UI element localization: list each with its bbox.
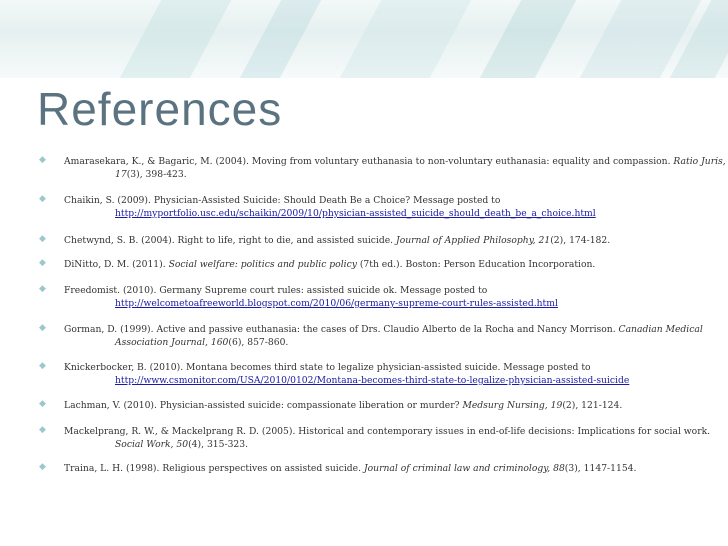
header-stripe [217, 0, 342, 78]
reference-source: Association Journal, 160 [115, 337, 229, 348]
header-stripe [97, 0, 252, 78]
bullet-icon: ◆ [39, 361, 46, 371]
header-stripe [457, 0, 597, 78]
reference-continuation [64, 297, 728, 310]
header-stripe [317, 0, 492, 78]
reference-item [37, 194, 728, 220]
reference-source: Journal of criminal law and criminology, 88 [363, 463, 565, 474]
bullet-icon: ◆ [39, 399, 46, 409]
reference-source: Ratio Juris, [673, 156, 726, 167]
bullet-icon: ◆ [39, 155, 46, 165]
reference-text: Chetwynd, S. B. (2004). Right to life, right to die, and assisted suicide. [64, 235, 397, 246]
reference-details: (6), 857-860. [228, 337, 289, 348]
reference-item [37, 258, 728, 271]
reference-continuation [64, 207, 728, 220]
reference-item [37, 361, 728, 387]
reference-text: Mackelprang, R. W., & Mackelprang R. D. (2005). Historical and contemporary issues in end-of-life decisions: Implications for social work. [64, 426, 711, 437]
bullet-icon: ◆ [39, 425, 46, 435]
reference-text: Knickerbocker, B. (2010). Montana becomes third state to legalize physician-assisted suicide. Message posted to [64, 362, 591, 373]
reference-details: (2), 174-182. [550, 235, 611, 246]
reference-details: (3), 1147-1154. [564, 463, 637, 474]
reference-source: Social welfare: politics and public policy [168, 259, 357, 270]
reference-details: (3), 398-423. [126, 169, 187, 180]
reference-text: Amarasekara, K., & Bagaric, M. (2004). Moving from voluntary euthanasia to non-voluntary euthanasia: equality and compassion. [64, 156, 674, 167]
bullet-icon: ◆ [39, 194, 46, 204]
slide-title: References [37, 83, 283, 135]
reference-source: 17 [115, 169, 127, 180]
bullet-icon: ◆ [39, 323, 46, 333]
reference-source: Journal of Applied Philosophy, 21 [396, 235, 551, 246]
bullet-icon: ◆ [39, 234, 46, 244]
reference-item [37, 399, 728, 412]
reference-details: (2), 121-124. [562, 400, 623, 411]
reference-item [37, 284, 728, 310]
reference-details: (4), 315-323. [188, 439, 249, 450]
reference-continuation [64, 438, 728, 451]
reference-continuation [64, 336, 728, 349]
reference-item [37, 234, 728, 247]
reference-text: Lachman, V. (2010). Physician-assisted suicide: compassionate liberation or murder? [64, 400, 463, 411]
bullet-icon: ◆ [39, 284, 46, 294]
reference-link[interactable]: http://welcometoafreeworld.blogspot.com/2010/06/germany-supreme-court-rules-assisted.html [115, 298, 558, 309]
reference-link[interactable]: http://www.csmonitor.com/USA/2010/0102/Montana-becomes-third-state-to-legalize-physician-assisted-suicide [115, 375, 630, 386]
reference-item [37, 462, 728, 475]
bullet-icon: ◆ [39, 258, 46, 268]
reference-link[interactable]: http://myportfolio.usc.edu/schaikin/2009/10/physician-assisted_suicide_should_death_be_a_choice.html [115, 208, 596, 219]
reference-source: Medsurg Nursing, 19 [462, 400, 563, 411]
reference-item [37, 425, 728, 451]
reference-text: Traina, L. H. (1998). Religious perspectives on assisted suicide. [64, 463, 364, 474]
bullet-icon: ◆ [39, 462, 46, 472]
header-decoration [0, 0, 728, 78]
reference-item [37, 155, 728, 181]
reference-text: DiNitto, D. M. (2011). [64, 259, 169, 270]
reference-continuation [64, 374, 728, 387]
reference-source: Social Work, 50 [115, 439, 189, 450]
reference-text: Gorman, D. (1999). Active and passive euthanasia: the cases of Drs. Claudio Alberto de la Rocha and Nancy Morrison. [64, 324, 619, 335]
reference-continuation [64, 168, 728, 181]
reference-source: Canadian Medical [618, 324, 703, 335]
reference-item [37, 323, 728, 349]
reference-text: Freedomist. (2010). Germany Supreme court rules: assisted suicide ok. Message posted to [64, 285, 488, 296]
reference-details: (7th ed.). Boston: Person Education Incorporation. [356, 259, 596, 270]
reference-text: Chaikin, S. (2009). Physician-Assisted Suicide: Should Death Be a Choice? Message posted to [64, 195, 501, 206]
